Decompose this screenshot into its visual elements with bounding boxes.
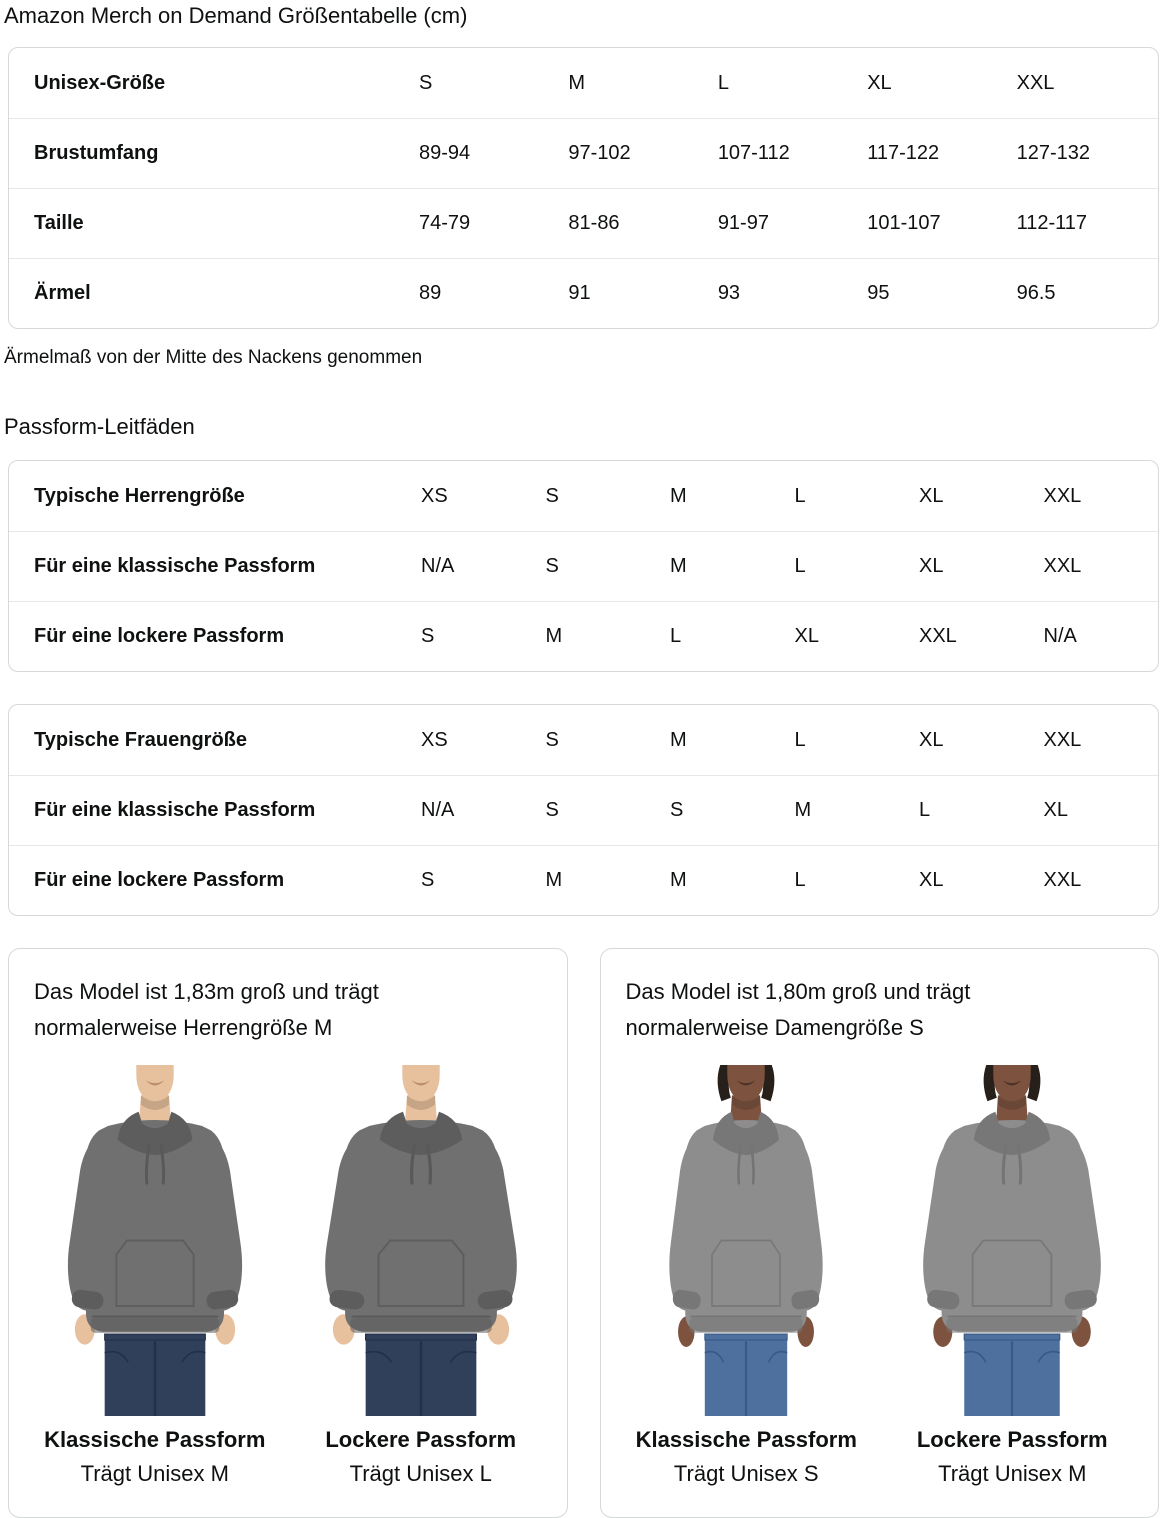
fit-caption: Klassische Passform [635, 1427, 857, 1452]
size-cell: XL [919, 555, 944, 577]
model-cards-row [8, 948, 1159, 1518]
card-description: Das Model ist 1,83m groß und trägt normalerweise Herrengröße M [34, 979, 379, 1040]
female-model-classic-fit-photo [626, 1060, 866, 1416]
size-cell: S [670, 799, 684, 821]
size-cell: XXL [1043, 555, 1082, 577]
size-caption: Trägt Unisex M [938, 1461, 1087, 1486]
unisex-size-table [8, 47, 1159, 329]
row-label: Typische Herrengröße [34, 484, 245, 507]
size-cell: L [794, 484, 806, 507]
table-row [9, 531, 1158, 601]
size-cell: 96.5 [1016, 282, 1056, 304]
row-label: Unisex-Größe [34, 71, 166, 94]
size-cell: XXL [919, 625, 957, 647]
size-cell: M [568, 71, 586, 94]
size-cell: M [545, 869, 563, 891]
size-cell: XL [919, 484, 944, 507]
size-cell: XXL [1043, 484, 1082, 507]
table-row [9, 258, 1158, 328]
table-row [9, 601, 1158, 671]
size-cell: S [421, 869, 435, 891]
male-model-classic-fit-photo [35, 1060, 275, 1416]
size-cell: 89-94 [419, 142, 471, 164]
table-row [9, 48, 1158, 118]
size-cell: S [545, 484, 559, 507]
model-figure [626, 1060, 866, 1490]
size-cell: 97-102 [568, 142, 631, 164]
size-cell: XXL [1043, 869, 1082, 891]
size-cell: L [794, 869, 806, 891]
size-cell: XL [919, 869, 944, 891]
model-figure [892, 1060, 1132, 1490]
table-row [9, 461, 1158, 531]
size-cell: S [545, 555, 559, 577]
size-cell: XS [421, 484, 448, 507]
size-cell: L [919, 799, 931, 821]
row-label: Für eine lockere Passform [34, 625, 285, 647]
size-cell: M [670, 728, 687, 751]
size-cell: S [421, 625, 435, 647]
size-caption: Trägt Unisex L [349, 1461, 492, 1486]
row-label: Typische Frauengröße [34, 728, 248, 751]
size-cell: S [545, 728, 559, 751]
size-cell: 93 [717, 282, 741, 304]
size-cell: S [545, 799, 559, 821]
size-cell: 95 [867, 282, 890, 304]
size-cell: 91 [568, 282, 591, 304]
size-cell: M [545, 625, 563, 647]
size-cell: 81-86 [568, 212, 620, 234]
size-cell: L [794, 728, 806, 751]
table-row [9, 775, 1158, 845]
size-cell: 101-107 [867, 212, 941, 234]
size-cell: L [670, 625, 682, 647]
fit-caption: Klassische Passform [44, 1427, 266, 1452]
size-cell: 112-117 [1016, 212, 1088, 234]
table-row [9, 705, 1158, 775]
size-cell: 127-132 [1016, 142, 1091, 164]
fit-guides-heading: Passform-Leitfäden [4, 414, 195, 439]
size-cell: XS [421, 728, 448, 751]
size-cell: 91-97 [717, 212, 769, 234]
size-cell: N/A [1043, 625, 1077, 647]
row-label: Für eine klassische Passform [34, 555, 316, 577]
model-figure [301, 1060, 541, 1490]
size-cell: 117-122 [867, 142, 940, 164]
card-description: Das Model ist 1,80m groß und trägt normalerweise Damengröße S [625, 979, 971, 1040]
table-row [9, 188, 1158, 258]
size-cell: M [794, 799, 812, 821]
size-cell: XL [867, 71, 892, 94]
size-caption: Trägt Unisex M [80, 1461, 229, 1486]
size-cell: N/A [421, 799, 455, 821]
table-row [9, 845, 1158, 915]
size-caption: Trägt Unisex S [673, 1461, 819, 1486]
mens-fit-table [8, 460, 1159, 672]
size-cell: 107-112 [717, 142, 790, 164]
model-figure [35, 1060, 275, 1490]
row-label: Für eine lockere Passform [34, 869, 285, 891]
row-label: Für eine klassische Passform [34, 799, 316, 821]
size-cell: XL [919, 728, 944, 751]
row-label: Ärmel [34, 282, 91, 304]
row-label: Taille [34, 212, 84, 234]
size-cell: XXL [1043, 728, 1082, 751]
size-cell: M [670, 555, 687, 577]
size-cell: M [670, 869, 687, 891]
page-title: Amazon Merch on Demand Größentabelle (cm) [4, 3, 468, 28]
size-cell: L [717, 71, 729, 94]
mens-model-card [8, 948, 568, 1518]
figures-row [34, 1060, 542, 1490]
male-model-loose-fit-photo [301, 1060, 541, 1416]
size-cell: XL [1043, 799, 1068, 821]
size-cell: 89 [419, 282, 442, 304]
size-cell: 74-79 [419, 212, 471, 234]
size-cell: S [419, 71, 433, 94]
size-cell: XL [794, 625, 819, 647]
fit-caption: Lockere Passform [916, 1427, 1108, 1452]
row-label: Brustumfang [34, 142, 159, 164]
figures-row [626, 1060, 1134, 1490]
womens-fit-table [8, 704, 1159, 916]
table-row [9, 118, 1158, 188]
fit-caption: Lockere Passform [325, 1427, 517, 1452]
size-cell: N/A [421, 555, 455, 577]
womens-model-card [600, 948, 1160, 1518]
female-model-loose-fit-photo [892, 1060, 1132, 1416]
size-cell: XXL [1016, 71, 1055, 94]
sleeve-measure-note: Ärmelmaß von der Mitte des Nackens genommen [4, 347, 423, 368]
size-cell: M [670, 484, 687, 507]
size-cell: L [794, 555, 806, 577]
